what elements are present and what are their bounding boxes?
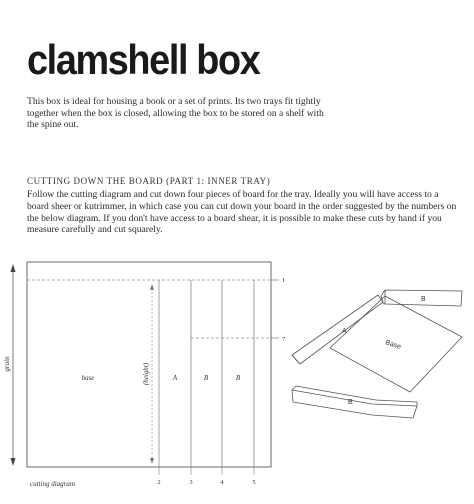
grain-arrow-bottom [11, 458, 16, 466]
height-arrow-bottom [150, 458, 154, 464]
cut-number-5: 5 [252, 479, 256, 486]
tray-side-b-bottom-edge [292, 386, 417, 406]
cut-number-2: 2 [157, 479, 161, 486]
cut-number-7: 7 [282, 336, 286, 343]
grain-label: grain [3, 356, 11, 372]
base-panel-label: base [81, 374, 95, 382]
height-arrow-top [150, 284, 154, 290]
tray-sketch [292, 290, 462, 418]
intro-paragraph: This box is ideal for housing a book or a set of prints. Its two trays fit tightly together when the box is closed, allowing the box to be stored on a shelf with the spine out. [27, 96, 324, 131]
tray-side-b-top-label: B [421, 296, 426, 303]
page-title: clamshell box [27, 36, 260, 83]
section-heading: CUTTING DOWN THE BOARD (PART 1: INNER TRAY) [27, 176, 271, 186]
tray-side-b-bottom-label: B [348, 399, 353, 406]
cut-number-4: 4 [220, 479, 224, 486]
panel-b2-label: B [235, 374, 241, 382]
height-label: (height) [142, 362, 150, 386]
panel-b1-label: B [203, 374, 209, 382]
tray-base-label: Base [384, 339, 402, 351]
diagram-caption: cutting diagram [30, 480, 75, 488]
tray-side-b-bottom [292, 390, 417, 418]
tray-side-a-edge [292, 355, 300, 364]
panel-a-label: A [172, 374, 178, 382]
section-body: Follow the cutting diagram and cut down four pieces of board for the tray. Ideally you will have access to a board sheer or kutrimmer, in which case you can cut down your board in the order suggested by the numbers on the below diagram. If you don't have access to a board shear, it is possible to make these cuts by hand if you measure carefully and cut squarely. [27, 189, 457, 236]
cut-number-1: 1 [282, 277, 286, 284]
cut-number-3: 3 [189, 479, 193, 486]
grain-arrow-top [11, 264, 16, 272]
tray-side-a-label: A [342, 328, 347, 335]
cutting-diagram [3, 262, 286, 488]
tray-side-a [292, 295, 383, 364]
